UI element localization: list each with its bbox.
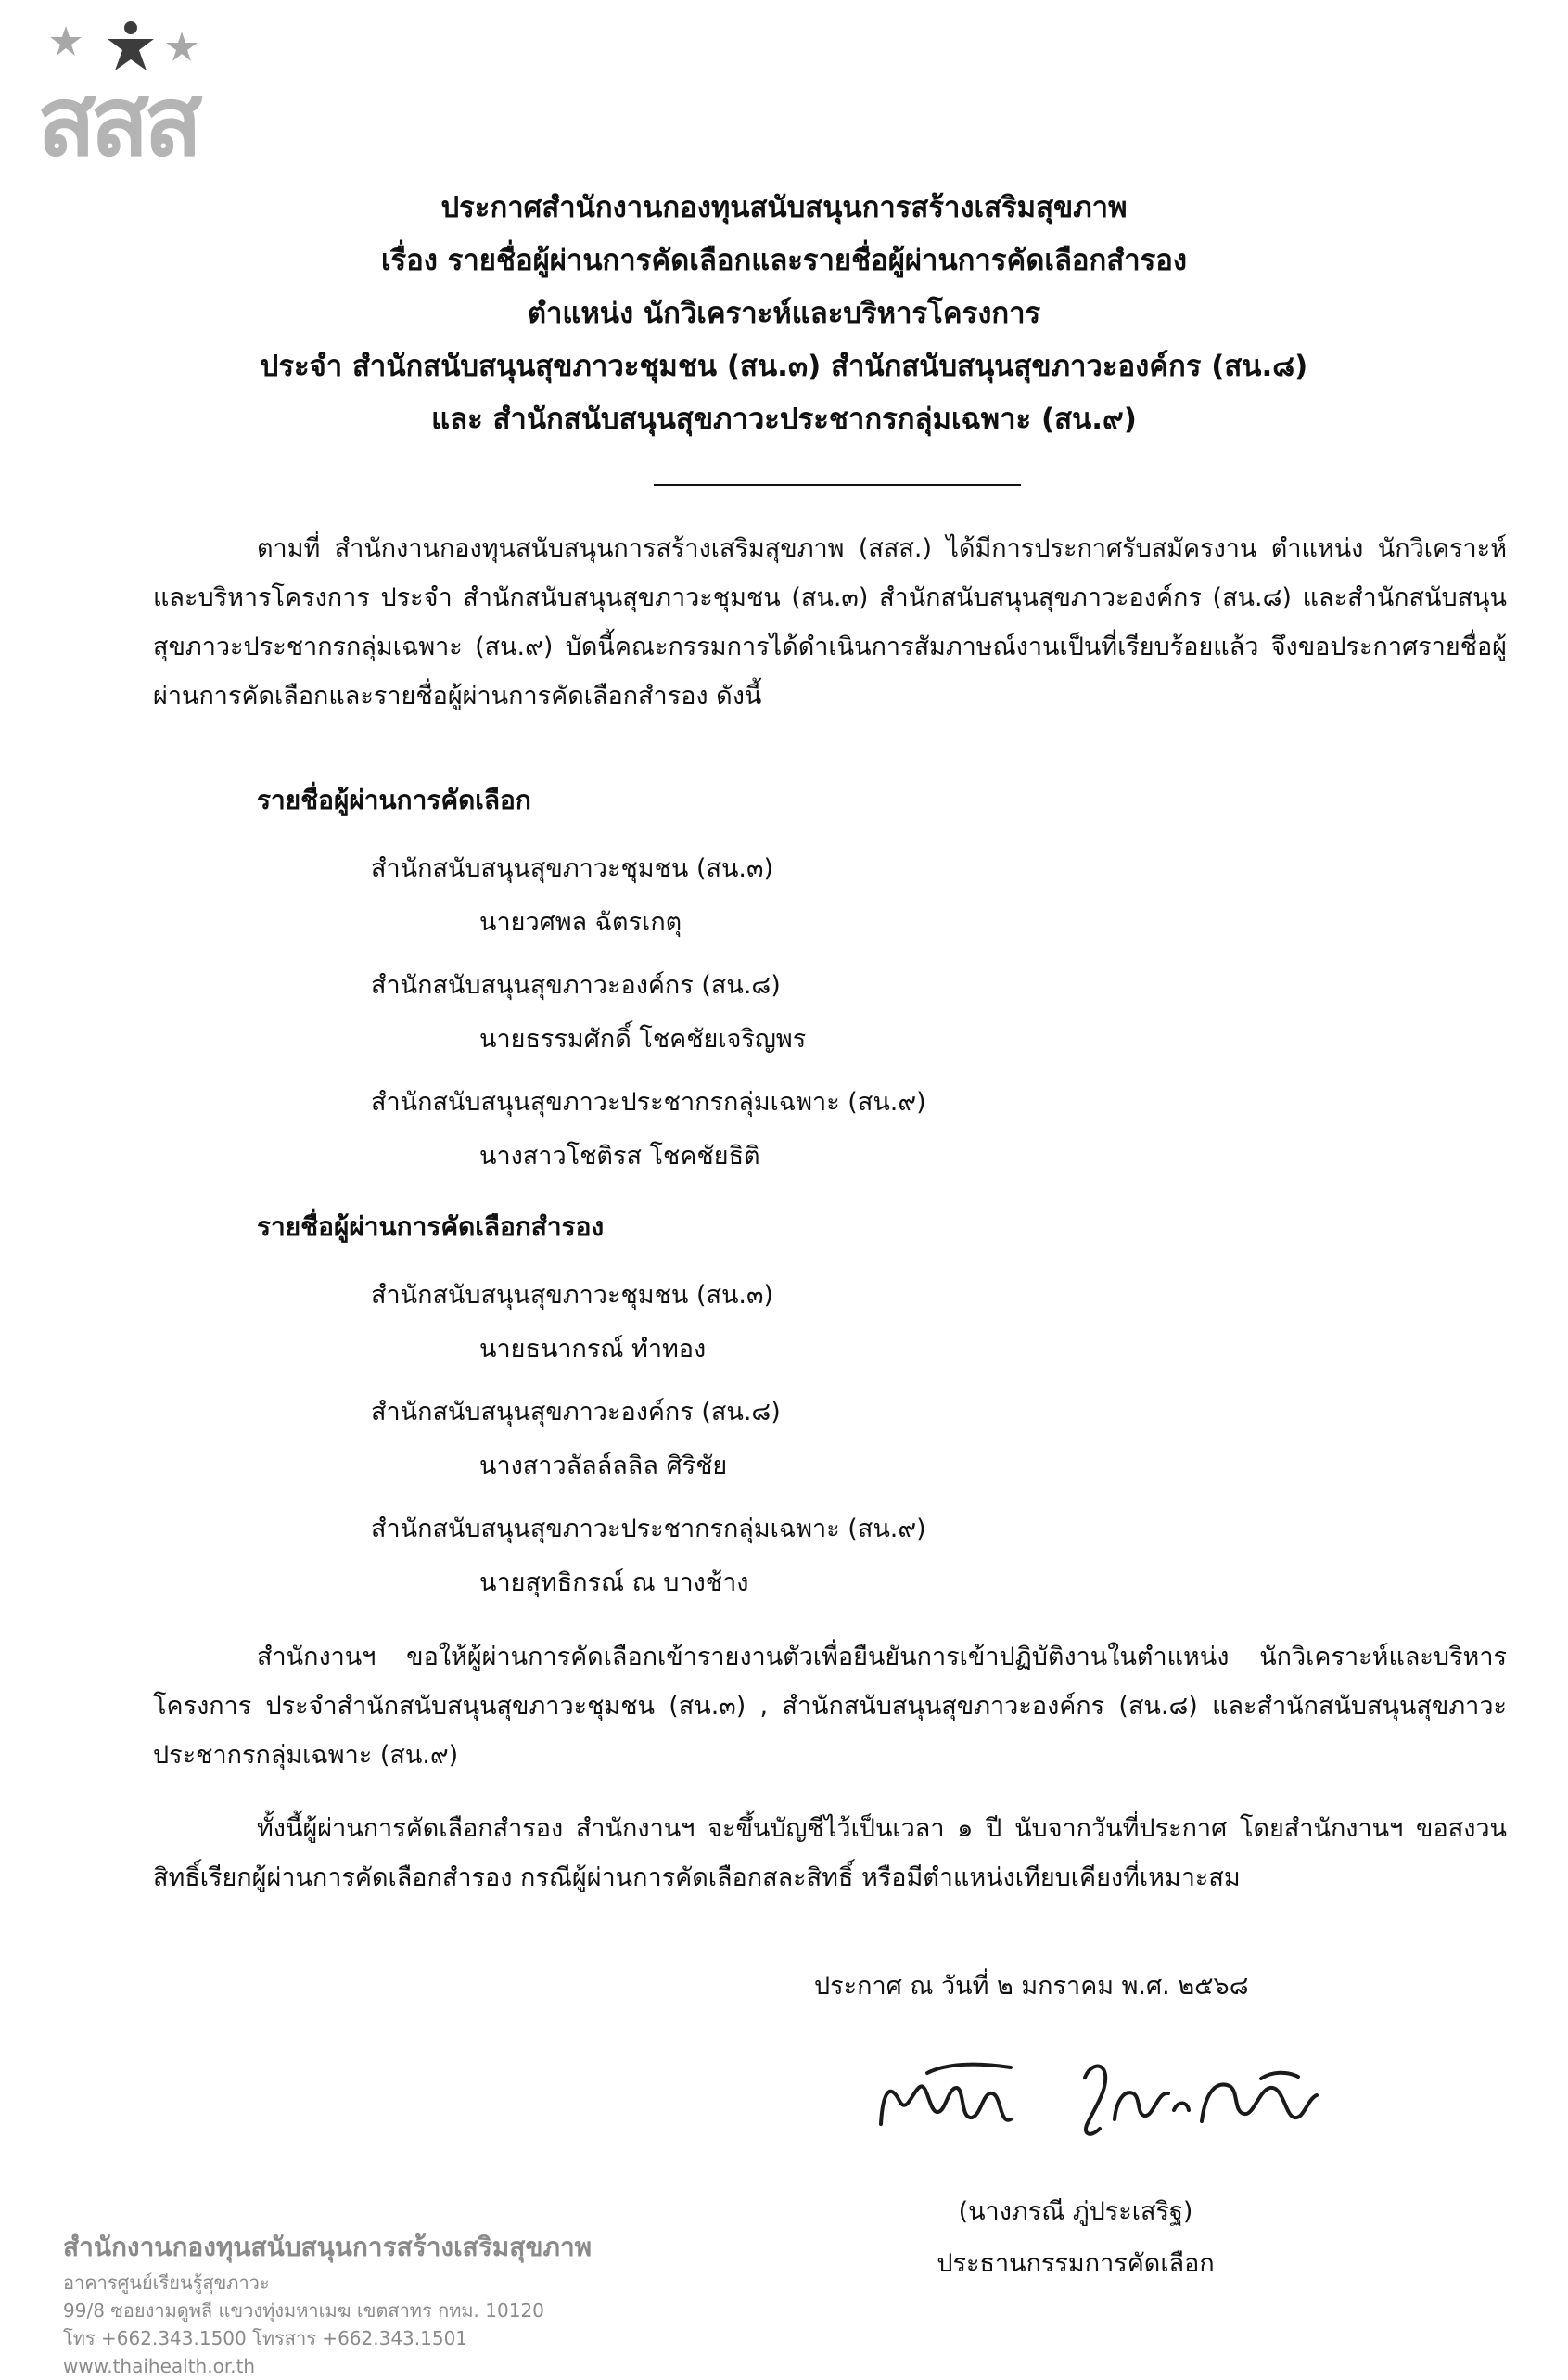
footer-address: 99/8 ซอยงามดูพลี แขวงทุ่งมหาเมฆ เขตสาทร กทม. 10120	[63, 2299, 544, 2322]
reserve-section-title: รายชื่อผู้ผ่านการคัดเลือกสำรอง	[257, 1211, 605, 1242]
selected-person-3: นางสาวโชติรส โชคชัยธิติ	[479, 1142, 760, 1171]
signature-image	[872, 2036, 1335, 2147]
signer-name: (นางภรณี ภู่ประเสริฐ)	[958, 2197, 1193, 2226]
selected-office-2: สำนักสนับสนุนสุขภาวะองค์กร (สน.๘)	[371, 971, 781, 1000]
heading-title: ประกาศสำนักงานกองทุนสนับสนุนการสร้างเสริมสุขภาพ	[440, 191, 1128, 224]
heading-divider	[654, 484, 1021, 486]
announcement-date: ประกาศ ณ วันที่ ๒ มกราคม พ.ศ. ๒๕๖๘	[814, 1972, 1249, 2001]
announcement-heading	[185, 182, 1383, 446]
footer-org-name: สำนักงานกองทุนสนับสนุนการสร้างเสริมสุขภาพ	[63, 2232, 593, 2262]
footer-address-block	[63, 2226, 592, 2380]
logo-wordmark: สสส	[37, 65, 198, 178]
selected-person-1: นายวศพล ฉัตรเกตุ	[479, 908, 682, 937]
reserve-person-2: นางสาวลัลล์ลลิล ศิริชัย	[479, 1452, 728, 1480]
footer-website: www.thaihealth.or.th	[63, 2355, 256, 2377]
report-paragraph: สำนักงานฯ ขอให้ผู้ผ่านการคัดเลือกเข้ารายงานตัวเพื่อยืนยันการเข้าปฏิบัติงานในตำแหน่ง นักวิเคราะห์และบริหารโครงการ ประจำสำนักสนับสนุนสุขภาวะชุมชน (สน.๓) , สำนักสนับสนุนสุขภาวะองค์กร (สน.๘) และสำนักสนับสนุนสุขภาวะประชากรกลุ่มเฉพาะ (สน.๙)	[153, 1643, 1507, 1770]
heading-offices: ประจำ สำนักสนับสนุนสุขภาวะชุมชน (สน.๓) สำนักสนับสนุนสุขภาวะองค์กร (สน.๘)	[260, 350, 1308, 383]
intro-paragraph: ตามที่ สำนักงานกองทุนสนับสนุนการสร้างเสริมสุขภาพ (สสส.) ได้มีการประกาศรับสมัครงาน ตำแหน่ง นักวิเคราะห์และบริหารโครงการ ประจำ สำนักสนับสนุนสุขภาวะชุมชน (สน.๓) สำนักสนับสนุนสุขภาวะองค์กร (สน.๘) และสำนักสนับสนุนสุขภาวะประชากรกลุ่มเฉพาะ (สน.๙) บัดนี้คณะกรรมการได้ดำเนินการสัมภาษณ์งานเป็นที่เรียบร้อยแล้ว จึงขอประกาศรายชื่อผู้ผ่านการคัดเลือกและรายชื่อผู้ผ่านการคัดเลือกสำรอง ดังนี้	[153, 534, 1507, 710]
selected-office-1: สำนักสนับสนุนสุขภาวะชุมชน (สน.๓)	[371, 854, 774, 883]
reserve-office-1: สำนักสนับสนุนสุขภาวะชุมชน (สน.๓)	[371, 1281, 774, 1310]
signer-position: ประธานกรรมการคัดเลือก	[937, 2249, 1215, 2278]
reserve-office-2: สำนักสนับสนุนสุขภาวะองค์กร (สน.๘)	[371, 1398, 781, 1427]
reserve-person-1: นายธนากรณ์ ทำทอง	[479, 1335, 707, 1363]
heading-position: ตำแหน่ง นักวิเคราะห์และบริหารโครงการ	[527, 297, 1041, 330]
reserve-paragraph: ทั้งนี้ผู้ผ่านการคัดเลือกสำรอง สำนักงานฯ จะขึ้นบัญชีไว้เป็นเวลา ๑ ปี นับจากวันที่ประกาศ โดยสำนักงานฯ ขอสงวนสิทธิ์เรียกผู้ผ่านการคัดเลือกสำรอง กรณีผู้ผ่านการคัดเลือกสละสิทธิ์ หรือมีตำแหน่งเทียบเคียงที่เหมาะสม	[153, 1814, 1507, 1892]
reserve-person-3: นายสุทธิกรณ์ ณ บางช้าง	[479, 1568, 749, 1597]
selected-section-title: รายชื่อผู้ผ่านการคัดเลือก	[257, 785, 531, 815]
selected-office-3: สำนักสนับสนุนสุขภาวะประชากรกลุ่มเฉพาะ (สน.๙)	[371, 1088, 926, 1117]
heading-subject: เรื่อง รายชื่อผู้ผ่านการคัดเลือกและรายชื่อผู้ผ่านการคัดเลือกสำรอง	[380, 244, 1188, 277]
reserve-office-3: สำนักสนับสนุนสุขภาวะประชากรกลุ่มเฉพาะ (สน.๙)	[371, 1515, 926, 1543]
selected-person-2: นายธรรมศักดิ์ โชคชัยเจริญพร	[479, 1025, 807, 1054]
footer-building: อาคารศูนย์เรียนรู้สุขภาวะ	[63, 2271, 270, 2294]
footer-phones: โทร +662.343.1500 โทรสาร +662.343.1501	[63, 2327, 468, 2349]
heading-offices-continued: และ สำนักสนับสนุนสุขภาวะประชากรกลุ่มเฉพาะ (สน.๙)	[431, 403, 1137, 436]
thaihealth-logo	[37, 19, 278, 176]
